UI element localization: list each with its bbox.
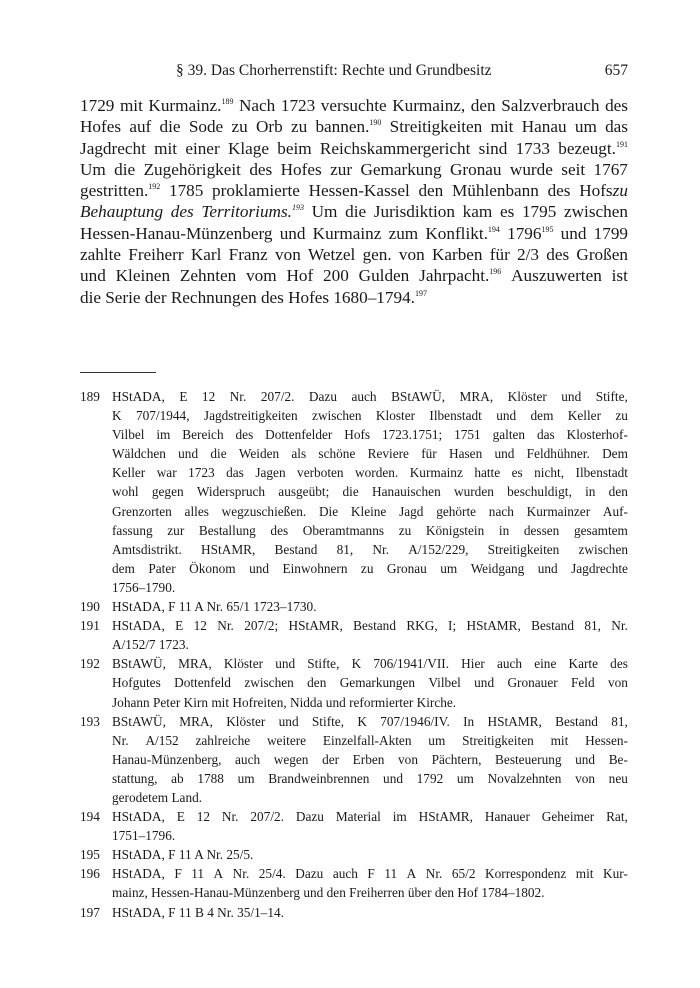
- footnote-separator: [80, 372, 156, 373]
- footnote-line: A/152/7 1723.: [112, 637, 189, 653]
- body-line: [80, 116, 628, 137]
- body-line: [80, 287, 628, 308]
- body-word: Kurmainz.$^{189}$: [148, 96, 234, 115]
- body-word: 1767: [593, 159, 628, 179]
- body-word: Jahrpacht.$^{196}$: [419, 266, 502, 286]
- body-word: Jagdrecht: [80, 138, 146, 158]
- body-word: Hessen-Kassel: [308, 181, 410, 201]
- footnote-line: Nr. A/152 zahlreiche weitere Einzelfall-Akten um Streitigkeiten mit Hessen-: [112, 732, 628, 748]
- footnote-number: 190: [80, 599, 100, 615]
- body-word: des: [547, 181, 571, 201]
- footnote: [80, 654, 628, 711]
- footnote-text: [112, 597, 628, 616]
- body-word: Zugehörigkeit: [143, 159, 241, 179]
- body-line: [80, 223, 628, 244]
- body-word: Hofes: [80, 117, 122, 137]
- body-word: den: [418, 181, 444, 201]
- body-word: bezeugt.$^{191}$: [558, 138, 628, 158]
- body-word: Klage: [227, 138, 269, 158]
- body-word: die: [80, 287, 101, 307]
- body-word: 1680–1794.$^{197}$: [333, 287, 427, 307]
- footnote: [80, 903, 628, 922]
- footnote-ref: 190: [369, 118, 382, 128]
- body-word: Territoriums.$^{193}$: [201, 202, 304, 222]
- body-word: Sode: [188, 117, 224, 137]
- body-word: Jurisdiktion: [373, 202, 455, 222]
- body-line: [80, 159, 628, 180]
- body-word: das: [605, 117, 628, 137]
- body-word: Kurmainz: [312, 223, 382, 243]
- body-word: des: [605, 96, 628, 115]
- body-word: zu: [612, 181, 628, 201]
- footnote: [80, 845, 628, 864]
- body-word: und: [560, 223, 587, 243]
- body-word: sind: [478, 138, 508, 158]
- footnote-number: 192: [80, 656, 100, 672]
- body-word: Kurmainz,: [392, 96, 466, 115]
- body-word: zu: [290, 117, 308, 137]
- body-word: 1729: [80, 96, 115, 115]
- body-word: den: [470, 96, 496, 115]
- body-word: des: [170, 202, 194, 222]
- body-word: Streitigkeiten: [389, 117, 483, 137]
- footnote-text: [112, 616, 628, 654]
- body-word: Mühlenbann: [451, 181, 539, 201]
- body-word: die: [159, 117, 181, 137]
- body-word: Orb: [255, 117, 283, 137]
- body-word: mit: [490, 117, 514, 137]
- body-word: Gulden: [358, 266, 410, 286]
- footnote-ref: 196: [489, 267, 502, 277]
- footnote-line: Grenzorten alles wegzuschießen. Die Kleine Jagd gehörte nach Kurmainzer Auf-: [112, 503, 628, 519]
- footnote-line: HStADA, E 12 Nr. 207/2. Dazu auch BStAWÜ, MRA, Klöster und Stifte,: [112, 389, 628, 404]
- body-word: 1733: [515, 138, 550, 158]
- footnote-text: [112, 807, 628, 845]
- body-word: Auszuwerten: [511, 266, 602, 286]
- footnotes: [80, 387, 628, 922]
- body-word: ist: [611, 266, 628, 286]
- body-word: Freiherr: [128, 245, 184, 265]
- footnote-line: stattung, ab 1788 um Brandweinbrennen und 1792 um Novalzehnten von neu: [112, 770, 628, 786]
- body-word: zahlte: [80, 245, 122, 265]
- body-word: 1795: [521, 202, 557, 222]
- body-word: der: [144, 287, 167, 307]
- body-word: Nach: [239, 96, 276, 115]
- body-word: einer: [185, 138, 220, 158]
- footnote-line: fassung zur Bestallung des Oberamtmanns zu Königstein in dessen gesamtem: [112, 522, 628, 538]
- body-word: Kleinen: [115, 266, 171, 286]
- footnote-line: dem Pater Ökonom und Einwohnern zu Gronau um Weidgang und Jagdrechte: [112, 560, 628, 576]
- running-header: [80, 62, 628, 82]
- body-word: zwischen: [564, 202, 628, 222]
- body-word: zu: [231, 117, 248, 137]
- footnote-line: Hofgutes Dottenfeld zwischen den Gemarkungen Vilbel und Gronauer Feld von: [112, 675, 628, 691]
- body-word: von: [398, 245, 425, 265]
- body-text: [80, 95, 628, 308]
- body-word: Hof: [286, 266, 314, 286]
- body-line: [80, 95, 628, 116]
- body-word: 1785: [168, 181, 204, 201]
- body-word: Franz: [228, 245, 268, 265]
- body-word: es: [499, 202, 515, 222]
- footnote-ref: 192: [148, 182, 161, 192]
- body-line: [80, 265, 628, 286]
- footnote-text: [112, 903, 628, 922]
- body-word: seit: [561, 159, 586, 179]
- footnote-ref: 197: [414, 288, 427, 298]
- footnote-line: K 707/1944, Jagdstreitigkeiten zwischen Kloster Ilbenstadt und dem Keller zu: [112, 408, 628, 424]
- footnote-line: mainz, Hessen-Hanau-Münzenberg und den Freiherren über den Hof 1784–1802.: [112, 885, 545, 901]
- footnote: [80, 712, 628, 807]
- body-word: für: [489, 245, 510, 265]
- body-word: 1796$^{195}$: [507, 223, 554, 243]
- footnote-number: 196: [80, 866, 100, 882]
- body-word: die: [345, 202, 367, 222]
- footnote-line: HStADA, F 11 A Nr. 65/1 1723–1730.: [112, 599, 317, 615]
- footnote-line: Vilbel im Bereich des Dottenfelder Hofs 1723.1751; 1751 galten das Klosterhof-: [112, 427, 628, 443]
- body-word: Karben: [431, 245, 483, 265]
- body-word: Hofes: [288, 287, 330, 307]
- body-word: auf: [129, 117, 152, 137]
- body-word: Behauptung: [80, 202, 164, 222]
- footnote-text: [112, 387, 628, 597]
- footnote-line: BStAWÜ, MRA, Klöster und Stifte, K 706/1941/VII. Hier auch eine Karte des: [112, 656, 628, 672]
- body-word: Wetzel: [308, 245, 356, 265]
- body-word: Gemarkung: [360, 159, 442, 179]
- footnote-number: 197: [80, 904, 100, 920]
- footnote-ref: 189: [221, 97, 234, 106]
- body-word: und: [80, 266, 106, 286]
- footnote: [80, 616, 628, 654]
- body-word: von: [275, 245, 301, 265]
- footnote-ref: 193: [291, 203, 304, 213]
- body-line: [80, 138, 628, 159]
- body-word: gestritten.$^{192}$: [80, 181, 161, 201]
- footnote-line: Keller war 1723 das Jagen verboten worden. Kurmainz hatte es nicht, Ilbenstadt: [112, 465, 628, 481]
- footnote-line: wohl gegen Widerspruch ausgeübt; die Hanauischen wurden beschuldigt, in den: [112, 484, 628, 500]
- body-word: Zehnten: [179, 266, 237, 286]
- footnote-line: HStADA, E 12 Nr. 207/2. Dazu Material im HStAMR, Hanauer Geheimer Rat,: [112, 809, 628, 825]
- footnote-number: 189: [80, 389, 100, 404]
- footnote: [80, 387, 628, 597]
- body-word: Großen: [576, 245, 628, 265]
- footnote-ref: 194: [487, 224, 500, 234]
- footnote-line: BStAWÜ, MRA, Klöster und Stifte, K 707/1946/IV. In HStAMR, Bestand 81,: [112, 713, 628, 729]
- body-word: kam: [462, 202, 493, 222]
- body-word: Hanau: [521, 117, 567, 137]
- body-word: bannen.$^{190}$: [315, 117, 382, 137]
- body-word: vom: [246, 266, 277, 286]
- footnote-number: 195: [80, 847, 100, 863]
- footnote-line: 1751–1796.: [112, 828, 176, 844]
- footnote-ref: 195: [541, 224, 554, 234]
- body-word: zur: [330, 159, 353, 179]
- running-title: § 39. Das Chorherrenstift: Rechte und Grundbesitz: [176, 62, 492, 79]
- footnote-line: HStADA, F 11 A Nr. 25/4. Dazu auch F 11 A Nr. 65/2 Korrespondenz mit Kur-: [112, 866, 628, 882]
- footnote-line: Johann Peter Kirn mit Hofreiten, Nidda und reformierter Kirche.: [112, 694, 457, 710]
- body-word: die: [114, 159, 136, 179]
- body-word: des: [249, 159, 273, 179]
- footnote: [80, 864, 628, 902]
- body-word: Gronau: [449, 159, 502, 179]
- footnote-number: 193: [80, 713, 100, 729]
- body-word: 200: [323, 266, 349, 286]
- footnote: [80, 597, 628, 616]
- body-word: Reichskammergericht: [319, 138, 471, 158]
- footnote-line: Wäldchen und die Weiden als schöne Reviere für Hasen und Feldhühner. Dem: [112, 446, 628, 462]
- footnote-text: [112, 654, 628, 711]
- body-word: wurde: [509, 159, 553, 179]
- body-word: mit: [154, 138, 178, 158]
- body-line: [80, 244, 628, 265]
- body-word: des: [260, 287, 284, 307]
- body-word: versuchte: [320, 96, 387, 115]
- footnote-text: [112, 864, 628, 902]
- footnote-text: [112, 845, 628, 864]
- body-word: Serie: [105, 287, 141, 307]
- body-word: mit: [119, 96, 143, 115]
- footnote-text: [112, 712, 628, 807]
- body-word: proklamierte: [212, 181, 300, 201]
- footnote-line: HStADA, E 12 Nr. 207/2; HStAMR, Bestand RKG, I; HStAMR, Bestand 81, Nr.: [112, 618, 628, 634]
- body-word: Hessen-Hanau-Münzenberg: [80, 223, 273, 243]
- body-word: 1799: [593, 223, 628, 243]
- page-number: 657: [604, 62, 628, 79]
- footnote-line: Amtsdistrikt. HStAMR, Bestand 81, Nr. A/152/229, Streitigkeiten zwischen: [112, 541, 628, 557]
- body-word: Rechnungen: [170, 287, 257, 307]
- body-line: [80, 201, 628, 222]
- body-word: Karl: [190, 245, 222, 265]
- footnote-line: gerodetem Land.: [112, 789, 203, 805]
- footnote-number: 191: [80, 618, 100, 634]
- body-word: 2/3: [517, 245, 540, 265]
- footnote: [80, 807, 628, 845]
- footnote-number: 194: [80, 809, 100, 825]
- footnote-line: HStADA, F 11 B 4 Nr. 35/1–14.: [112, 904, 285, 920]
- footnote-line: Hanau-Münzenberg, auch wegen der Erben von Pächtern, Besteuerung und Be-: [112, 751, 628, 767]
- body-word: um: [574, 117, 597, 137]
- footnote-line: HStADA, F 11 A Nr. 25/5.: [112, 847, 254, 863]
- body-word: Konflikt.$^{194}$: [425, 223, 500, 243]
- body-word: und: [279, 223, 306, 243]
- body-word: gen.: [362, 245, 392, 265]
- body-word: Hofes: [280, 159, 322, 179]
- body-word: beim: [277, 138, 312, 158]
- footnote-line: 1756–1790.: [112, 579, 176, 595]
- body-word: Um: [80, 159, 106, 179]
- body-line: [80, 180, 628, 201]
- body-word: Um: [311, 202, 338, 222]
- body-word: zum: [388, 223, 419, 243]
- body-word: Salzverbrauch: [501, 96, 600, 115]
- footnote-ref: 191: [615, 139, 628, 149]
- body-word: des: [546, 245, 570, 265]
- body-word: 1723: [280, 96, 316, 115]
- body-word: Hofszu: [579, 181, 628, 201]
